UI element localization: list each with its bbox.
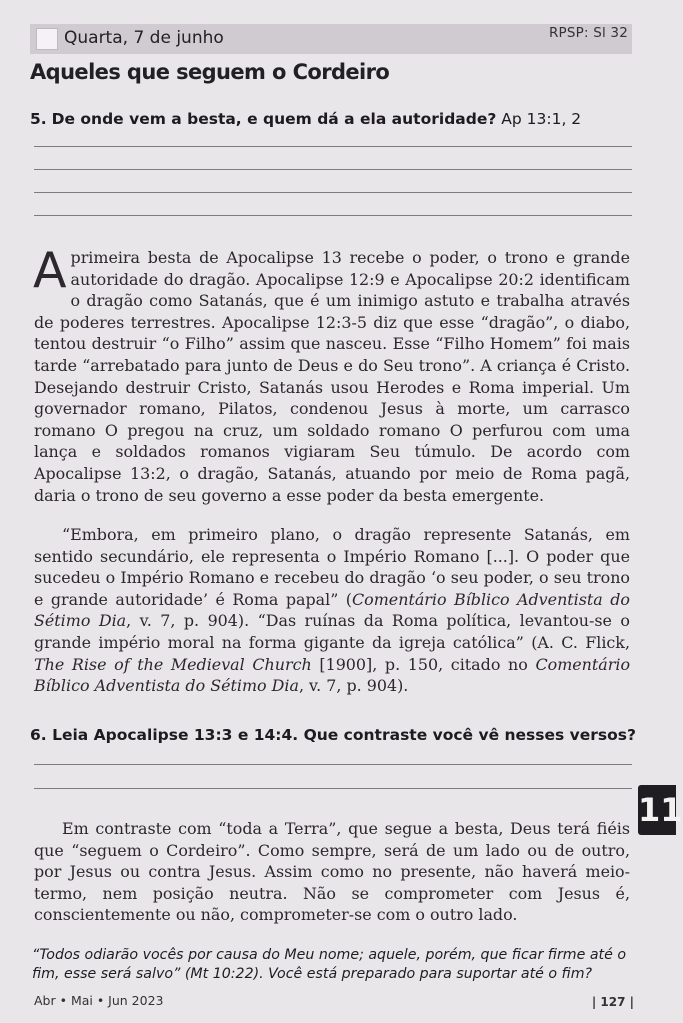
paragraph-1 (33, 242, 630, 506)
footer-edition: Abr • Mai • Jun 2023 (34, 993, 164, 1008)
answer-line-3[interactable] (34, 192, 632, 193)
answer-line-6[interactable] (34, 788, 632, 789)
question-5-text: De onde vem a besta, e quem dá a ela autoridade? (51, 110, 497, 128)
page-number: | 127 | (591, 995, 634, 1009)
paragraph-3: Em contraste com “toda a Terra”, que segue a besta, Deus terá fiéis que “seguem o Cordeiro”. Como sempre, será de um lado ou de outro, por Jesus ou contra Jesus. Assim como no presente, não haverá meio-termo, nem posição neutra. Não se comprometer com Jesus é, conscientemente ou não, comprometer-se com o outro lado. (34, 819, 630, 925)
paragraph-1-text: primeira besta de Apocalipse 13 recebe o poder, o trono e grande autoridade do dragão. Apocalipse 12:9 e Apocalipse 20:2 identificam o dragão como Satanás, que é um inimigo astuto e trabalha através de poderes terrestres. Apocalipse 12:3-5 diz que esse “dragão”, o diabo, tentou destruir “o Filho” assim que nasceu. Esse “Filho Homem” foi mais tarde “arrebatado para junto de Deus e do Seu trono”. A criança é Cristo. Desejando destruir Cristo, Satanás usou Herodes e Roma imperial. Um governador romano, Pilatos, condenou Jesus à morte, um carrasco romano O pregou na cruz, um soldado romano O perfurou com uma lança e soldados romanos vigiaram Seu túmulo. De acordo com Apocalipse 13:2, o dragão, Satanás, atuando por meio de Roma pagã, daria o trono de seu governo a esse poder da besta emergente. (34, 248, 630, 505)
question-5 (30, 110, 581, 128)
citation-1: Comentário Bíblico Adventista do Sétimo Dia (34, 589, 630, 631)
lesson-date: Quarta, 7 de junho (64, 28, 224, 48)
question-5-number: 5. (30, 110, 47, 128)
answer-line-5[interactable] (34, 764, 632, 765)
lesson-number-tab: 11 (638, 785, 676, 835)
citation-2: The Rise of the Medieval Church (34, 654, 312, 674)
reading-reference: RPSP: Sl 32 (548, 25, 628, 41)
question-5-reference: Ap 13:1, 2 (501, 110, 582, 128)
closing-quote: “Todos odiarão vocês por causa do Meu nome; aquele, porém, que ficar firme até o fim, esse será salvo” (Mt 10:22). Você está preparado para suportar até o fim? (32, 947, 627, 982)
paragraph-2 (34, 524, 630, 697)
paragraph-2-part4: , v. 7, p. 904). (298, 676, 409, 696)
drop-cap: A (33, 242, 67, 299)
paragraph-2-part2: , v. 7, p. 904). “Das ruínas da Roma política, levantou-se o grande império moral na forma gigante da igreja católica” (A. C. Flick, (34, 611, 630, 652)
checkbox-icon[interactable] (36, 28, 58, 50)
paragraph-2-part1: “Embora, em primeiro plano, o dragão represente Satanás, em sentido secundário, ele representa o Império Romano [...]. O poder que sucedeu o Império Romano e recebeu do dragão ‘o seu poder, o seu trono e grande autoridade’ é Roma papal” ( (34, 525, 630, 609)
answer-line-2[interactable] (34, 169, 632, 170)
question-6: 6. Leia Apocalipse 13:3 e 14:4. Que contraste você vê nesses versos? (30, 726, 636, 744)
answer-line-4[interactable] (34, 215, 632, 216)
paragraph-2-part3: [1900], p. 150, citado no (311, 654, 536, 674)
answer-line-1[interactable] (34, 146, 632, 147)
citation-3: Comentário Bíblico Adventista do Sétimo Dia (34, 654, 631, 696)
page-title: Aqueles que seguem o Cordeiro (30, 60, 390, 84)
